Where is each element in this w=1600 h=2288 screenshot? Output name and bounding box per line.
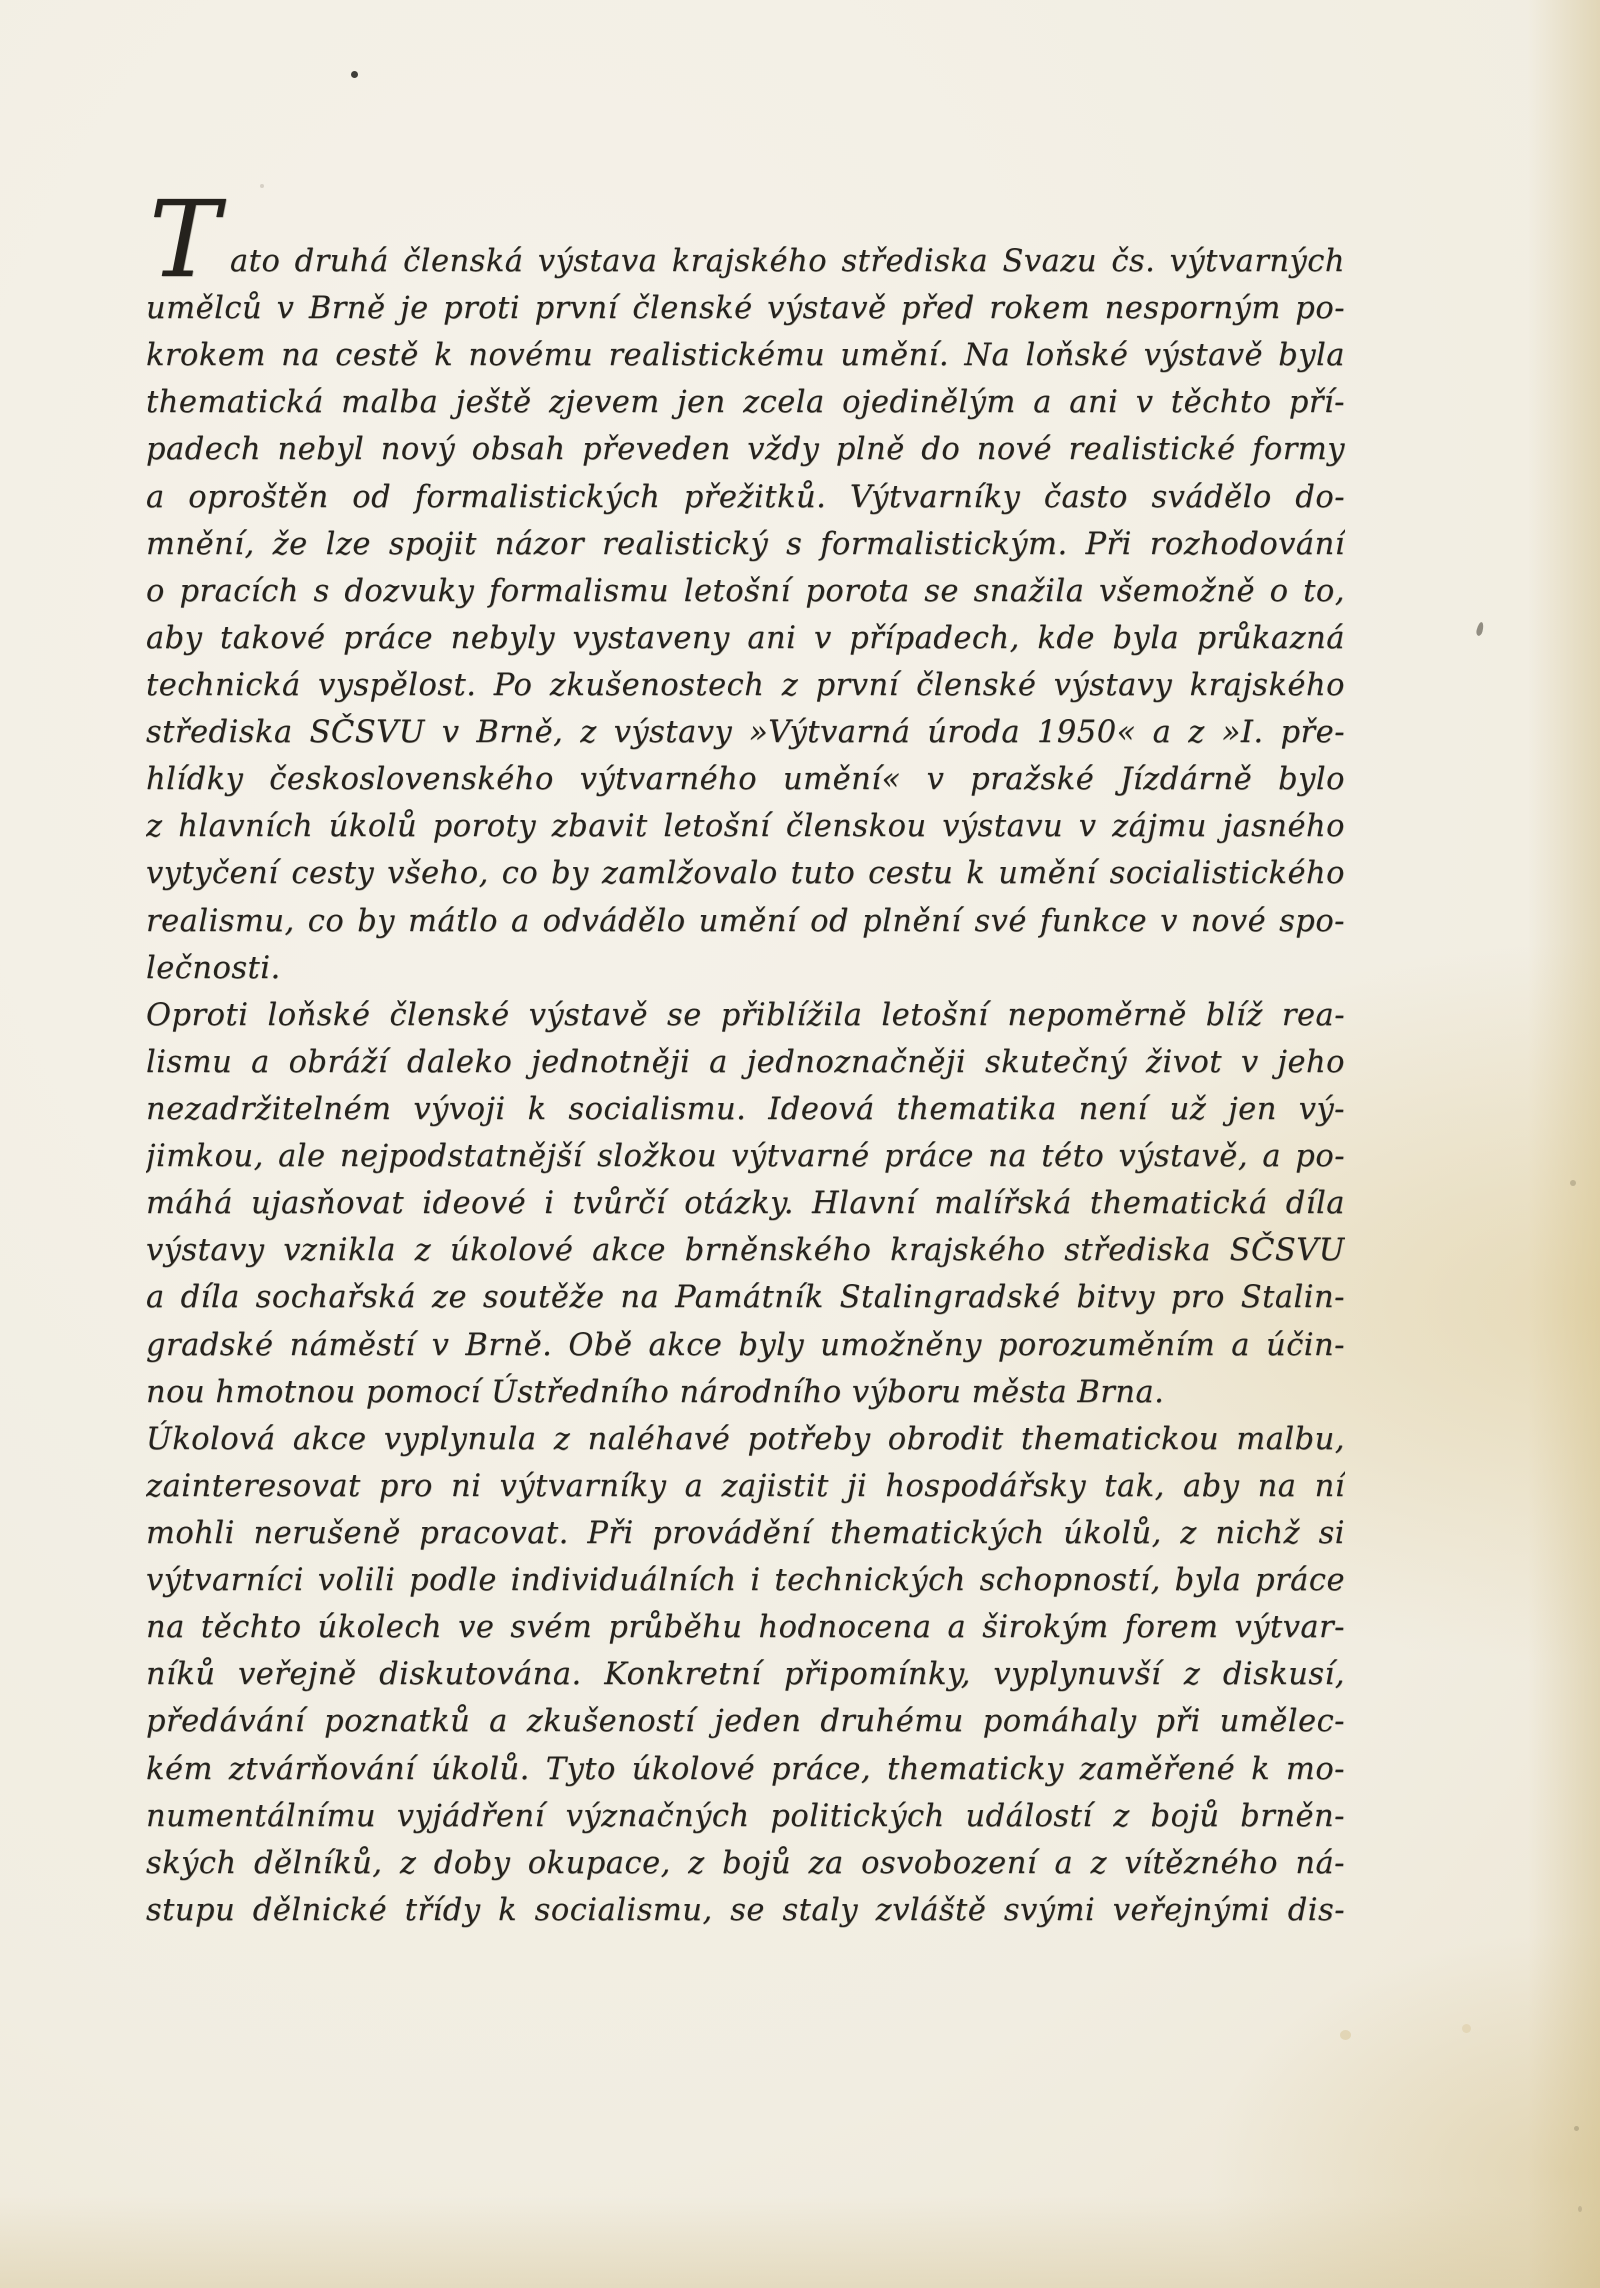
text-line: hlídky československého výtvarného umění« v pražské Jízdárně bylo (146, 762, 1345, 798)
text-line: předávání poznatků a zkušeností jeden druhému pomáhaly při umělec- (146, 1704, 1345, 1740)
text-line: výtvarníci volili podle individuálních i technických schopností, byla práce (146, 1563, 1345, 1599)
text-line: aby takové práce nebyly vystaveny ani v případech, kde byla průkazná (146, 620, 1345, 656)
text-line: nou hmotnou pomocí Ústředního národního výboru města Brna. (146, 1374, 1165, 1410)
text-line: výstavy vznikla z úkolové akce brněnského krajského střediska SČSVU (146, 1233, 1345, 1269)
paper-stain (1340, 2030, 1351, 2040)
paper-stain (1462, 2024, 1471, 2033)
text-line: stupu dělnické třídy k socialismu, se staly zvláště svými veřejnými dis- (146, 1892, 1345, 1928)
text-line: technická vyspělost. Po zkušenostech z první členské výstavy krajského (146, 667, 1345, 703)
text-line: numentálnímu vyjádření význačných politických událostí z bojů brněn- (146, 1798, 1345, 1834)
text-line: mohli nerušeně pracovat. Při provádění thematických úkolů, z nichž si (146, 1515, 1345, 1551)
text-line: thematická malba ještě zjevem jen zcela ojedinělým a ani v těchto pří- (146, 385, 1345, 421)
text-line: zainteresovat pro ni výtvarníky a zajistit ji hospodářsky tak, aby na ní (146, 1468, 1345, 1504)
paper-stain (1570, 1180, 1576, 1186)
text-line: kém ztvárňování úkolů. Tyto úkolové práce, thematicky zaměřené k mo- (146, 1751, 1345, 1787)
text-line: máhá ujasňovat ideové i tvůrčí otázky. Hlavní malířská thematická díla (146, 1186, 1345, 1222)
ink-speck (351, 71, 358, 78)
text-line: realismu, co by mátlo a odvádělo umění od plnění své funkce v nové spo- (146, 903, 1345, 939)
text-line: Úkolová akce vyplynula z naléhavé potřeby obrodit thematickou malbu, (146, 1421, 1345, 1457)
text-line: níků veřejně diskutována. Konkretní připomínky, vyplynuvší z diskusí, (146, 1657, 1345, 1693)
text-line: a díla sochařská ze soutěže na Památník Stalingradské bitvy pro Stalin- (146, 1280, 1345, 1316)
text-line: krokem na cestě k novému realistickému umění. Na loňské výstavě byla (146, 338, 1345, 374)
paper-stain (1578, 2206, 1582, 2212)
text-line: ato druhá členská výstava krajského střediska Svazu čs. výtvarných (230, 244, 1345, 279)
text-line: Oproti loňské členské výstavě se přiblížila letošní nepoměrně blíž rea- (146, 997, 1345, 1033)
ink-speck (260, 184, 264, 188)
ink-speck (1475, 621, 1484, 636)
text-line: z hlavních úkolů poroty zbavit letošní členskou výstavu v zájmu jasného (146, 809, 1345, 845)
text-line: o pracích s dozvuky formalismu letošní porota se snažila všemožně o to, (146, 573, 1345, 609)
text-line: gradské náměstí v Brně. Obě akce byly umožněny porozuměním a účin- (146, 1327, 1345, 1363)
raised-initial-cap: T (149, 178, 220, 301)
text-line: vytyčení cesty všeho, co by zamlžovalo tuto cestu k umění socialistického (146, 856, 1345, 892)
text-line: střediska SČSVU v Brně, z výstavy »Výtvarná úroda 1950« a z »I. pře- (146, 715, 1345, 751)
text-line: mnění, že lze spojit názor realistický s formalistickým. Při rozhodování (146, 526, 1345, 562)
text-line: jimkou, ale nejpodstatnější složkou výtvarné práce na této výstavě, a po- (146, 1139, 1345, 1175)
text-line: lismu a obráží daleko jednotněji a jednoznačněji skutečný život v jeho (146, 1044, 1345, 1080)
text-line: nezadržitelném vývoji k socialismu. Ideová thematika není už jen vý- (146, 1091, 1345, 1127)
text-line: lečnosti. (146, 950, 281, 986)
text-line: padech nebyl nový obsah převeden vždy plně do nové realistické formy (146, 432, 1345, 468)
text-line: na těchto úkolech ve svém průběhu hodnocena a širokým forem výtvar- (146, 1610, 1345, 1646)
body-text (146, 238, 1345, 1934)
text-line: a oproštěn od formalistických přežitků. Výtvarníky často svádělo do- (146, 479, 1345, 515)
text-line: umělců v Brně je proti první členské výstavě před rokem nesporným po- (146, 291, 1345, 327)
text-line: ských dělníků, z doby okupace, z bojů za osvobození a z vítězného ná- (146, 1845, 1345, 1881)
paper-stain (1574, 2126, 1579, 2131)
